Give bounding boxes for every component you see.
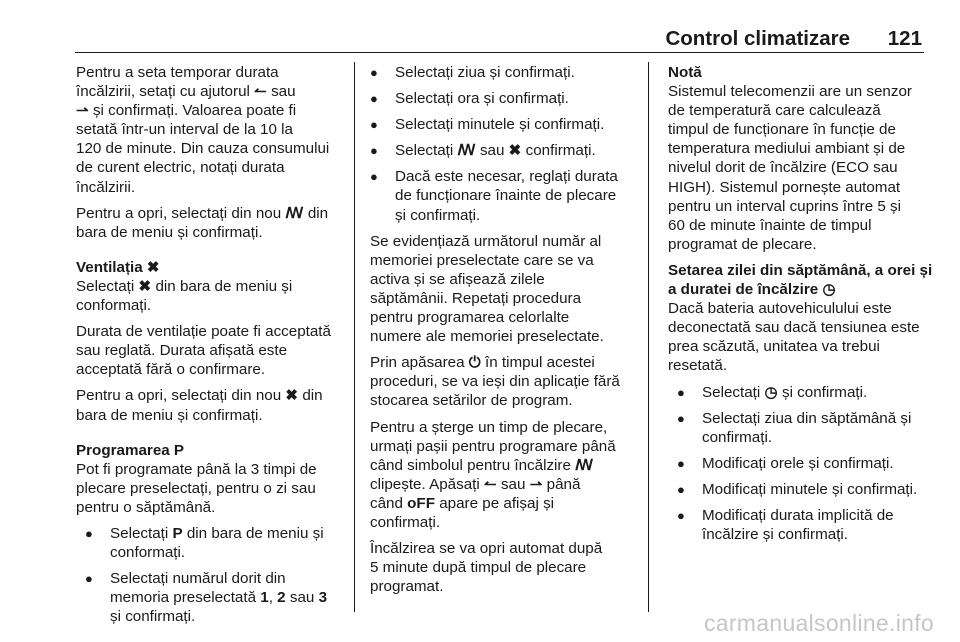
rotate-right-icon: ⇀ <box>76 102 89 120</box>
paragraph: Pentru a șterge un timp de plecare, urmați pașii pentru programare până când simbolul pentru încălzire ꟿ clipește. Apăsați ↼ sau ⇀ până când oFF apare pe afișaj și confirmați. <box>370 418 616 531</box>
list-item: ● Selectați P din bara de meniu și conformați. <box>85 524 346 562</box>
section-heading: Ventilația ✖ <box>76 258 160 276</box>
fan-icon: ✖ <box>285 387 299 405</box>
note-heading: Notă <box>668 64 702 81</box>
paragraph: Pentru a seta temporar durata încălzirii, setați cu ajutorul ↼ sau ⇀ și confirmați. Valoarea poate fi setată într-un interval de la 10 la 120 de minute. Din cauza consumului de curent electric, notați durata încălzirii. <box>76 64 330 196</box>
paragraph: Se evidențiază următorul număr al memoriei preselectate care se va activa și se afișează zilele săptămânii. Repetați procedura pentru programarea celorlalte numere ale memoriei preselectate. <box>370 232 604 346</box>
list-item: ● Selectați ora și confirmați. <box>370 89 638 108</box>
list-item: ● Selectați minutele și confirmați. <box>370 115 638 134</box>
list-item: ● Modificați durata implicită de încălzire și confirmați. <box>677 506 933 544</box>
page-number: 121 <box>887 27 922 50</box>
heat-icon: ꟿ <box>285 204 304 222</box>
list-item: ● Selectați numărul dorit din memoria preselectată 1, 2 sau 3 și confirmați. <box>85 569 346 626</box>
list-item: ● Modificați orele și confirmați. <box>677 454 933 473</box>
heat-icon: ꟿ <box>457 142 476 160</box>
section-heading: Setarea zilei din săptămână, a orei și a duratei de încălzire ◷ <box>668 261 933 299</box>
watermark: carmanualsonline.info <box>703 610 934 636</box>
heat-icon: ꟿ <box>575 456 594 474</box>
rotate-left-icon: ↼ <box>484 475 497 493</box>
column-left <box>76 63 346 633</box>
page-header <box>75 18 924 53</box>
page-title: Control climatizare <box>665 27 850 50</box>
paragraph: Pentru a opri, selectați din nou ✖ din bara de meniu și confirmați. <box>76 387 323 424</box>
power-icon: ⏻ <box>468 354 481 372</box>
column-divider <box>648 62 649 612</box>
paragraph: Selectați ✖ din bara de meniu și conformați. <box>76 277 293 315</box>
column-divider <box>354 62 355 612</box>
list-item: ● Selectați ◷ și confirmați. <box>677 383 933 402</box>
clock-icon: ◷ <box>822 281 836 299</box>
clock-icon: ◷ <box>764 383 778 401</box>
list-item: ● Dacă este necesar, reglați durata de funcționare înainte de plecare și confirmați. <box>370 167 638 224</box>
paragraph: Dacă bateria autovehiculului este deconectată sau dacă tensiunea este prea scăzută, unitatea va trebui resetată. <box>668 300 920 375</box>
column-right <box>668 63 933 551</box>
fan-icon: ✖ <box>508 142 522 160</box>
paragraph: Pot fi programate până la 3 timpi de plecare preselectați, pentru o zi sau pentru o săptămână. <box>76 460 317 516</box>
paragraph: Durata de ventilație poate fi acceptată sau reglată. Durata afișată este acceptată fără o confirmare. <box>76 323 331 379</box>
paragraph: Pentru a opri, selectați din nou ꟿ din bara de meniu și confirmați. <box>76 204 329 241</box>
note-text: Sistemul telecomenzii are un senzor de temperatură care calculează timpul de funcționare în funcție de temperatura mediului ambiant și de nivelul dorit de încălzire (ECO sau HIGH). Sistemul pornește automat pentru un interval cuprins între 5 și 60 de minute înainte de timpul programat de plecare. <box>668 83 912 253</box>
rotate-left-icon: ↼ <box>254 83 267 101</box>
section-heading: Programarea P <box>76 441 185 459</box>
list-item: ● Modificați minutele și confirmați. <box>677 480 933 499</box>
list-item: ● Selectați ziua și confirmați. <box>370 63 638 82</box>
list-item: ● Selectați ziua din săptămână și confirmați. <box>677 409 933 447</box>
paragraph: Prin apăsarea ⏻ în timpul acestei proceduri, se va ieși din aplicație fără stocarea setărilor de program. <box>370 354 620 410</box>
fan-icon: ✖ <box>138 277 152 295</box>
rotate-right-icon: ⇀ <box>529 475 543 493</box>
column-middle <box>370 63 638 603</box>
paragraph: Încălzirea se va opri automat după 5 minute după timpul de plecare programat. <box>370 540 603 596</box>
list-item: ● Selectați ꟿ sau ✖ confirmați. <box>370 141 638 160</box>
fan-icon: ✖ <box>146 258 160 276</box>
